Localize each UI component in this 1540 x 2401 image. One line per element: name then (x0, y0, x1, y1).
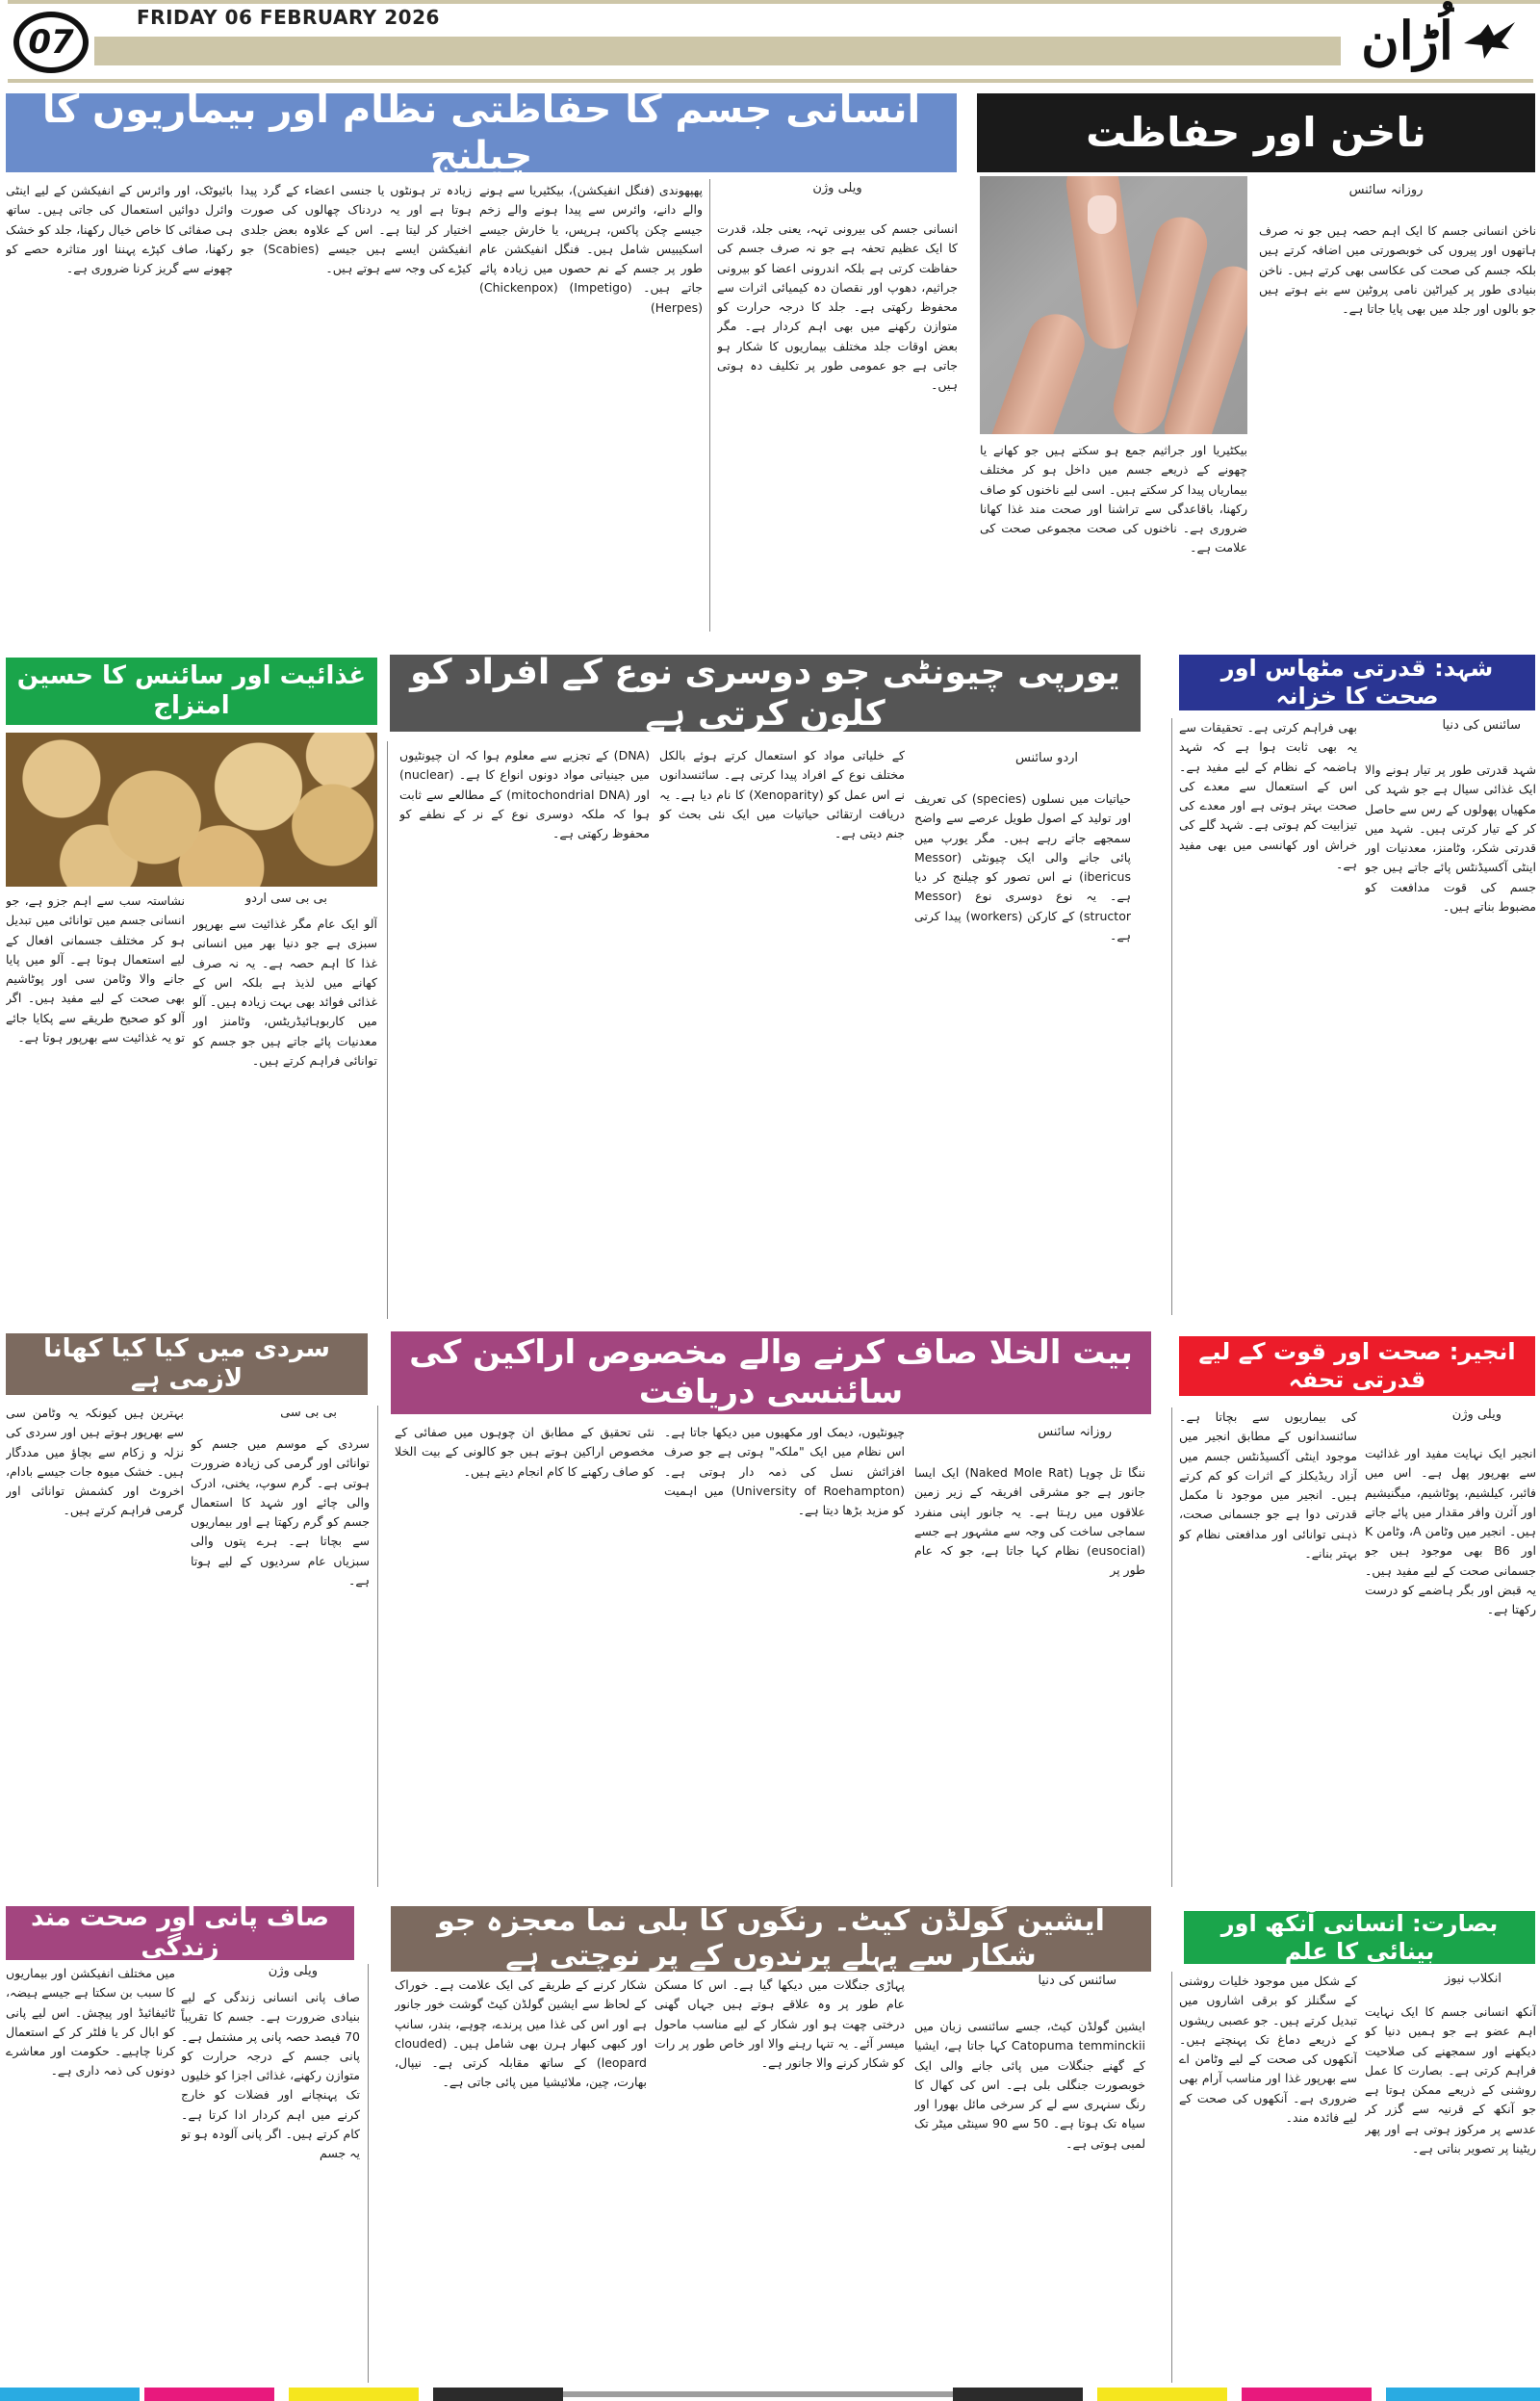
article-column: نشاستہ سب سے اہم جزو ہے، جو انسانی جسم میں توانائی میں تبدیل ہو کر مختلف جسمانی افعال کے لیے استعمال ہوتا ہے۔ آلو میں پایا جانے والا وٹامن سی اور پوٹاشیم بھی صحت کے لیے مفید ہیں۔ اگر آلو کو صحیح طریقے سے پکایا جائے تو یہ غذائیت سے بھرپور ہوتا ہے۔ (6, 893, 185, 1045)
column-divider (368, 1964, 369, 2383)
headline-text: بیت الخلا صاف کرنے والے مخصوص اراکین کی سائنسی دریافت (409, 1333, 1133, 1411)
headline-goldencat (391, 1906, 1151, 1972)
article-column: بائیوٹک، اور وائرس کے انفیکشن کے لیے اینٹی وائرل دوائیں استعمال کی جاتی ہیں۔ ساتھ ہی صفائی کا خاص خیال رکھنا، جلد کو خشک رکھنا، صاف کپڑے پہننا اور متاثرہ حصے کو چھونے سے گریز کرنا ضروری ہے۔ (6, 183, 233, 275)
headline-text: انسانی جسم کا حفاظتی نظام اور بیماریوں کا چیلنج (41, 88, 921, 178)
article-column: بہترین ہیں کیونکہ یہ وٹامن سی سے بھرپور ہوتے ہیں اور سردی کی نزلہ و زکام سے بچاؤ میں مددگار ہیں۔ خشک میوہ جات جیسے بادام، اخروٹ اور کشمش توانائی اور گرمی فراہم کرتے ہیں۔ (6, 1406, 184, 1518)
headline-text: غذائیت اور سائنس کا حسین امتزاج (16, 660, 367, 720)
column-divider (1171, 1407, 1172, 1887)
headline-honey (1179, 655, 1535, 710)
print-color-bar-3 (289, 2388, 419, 2401)
headline-text: ناخن اور حفاظت (1086, 108, 1426, 156)
article-column: سردی کے موسم میں جسم کو توانائی اور گرمی کی زیادہ ضرورت ہوتی ہے۔ گرم سوپ، یخنی، ادرک والی چائے اور شہد کا استعمال جسم کو گرم رکھتا ہے اور بیماریوں سے بچاتا ہے۔ ہرے پتوں والی سبزیاں عام سردیوں کے لیے ہوتا ہے۔ (191, 1436, 370, 1588)
print-color-bar-5 (563, 2391, 953, 2397)
column-divider (387, 741, 388, 1319)
byline-fig: ویلی وژن (1451, 1407, 1502, 1422)
article-column: ناخن انسانی جسم کا ایک اہم حصہ ہیں جو نہ صرف ہاتھوں اور پیروں کی خوبصورتی میں اضافہ کرتے ہیں بلکہ جسم کی صحت کی عکاسی بھی کرتے ہیں۔ ناخن بنیادی طور پر کیراٹین نامی پروٹین سے بنے ہوتے ہیں جو بالوں اور جلد میں بھی پایا جاتا ہے۔ (1259, 223, 1536, 316)
byline-potato: بی بی سی اردو (245, 891, 327, 906)
headline-immune (6, 88, 957, 178)
article-column: میں مختلف انفیکشن اور بیماریوں کا سبب بن سکتا ہے جیسے ہیضہ، ٹائیفائیڈ اور پیچش۔ اس لیے پانی کو ابال کر یا فلٹر کر کے استعمال کرنا چاہیے۔ حکومت اور معاشرے دونوں کی ذمہ داری ہے۔ (6, 1966, 175, 2078)
article-column: انجیر ایک نہایت مفید اور غذائیت سے بھرپور پھل ہے۔ اس میں فائبر، کیلشیم، پوٹاشیم، میگنیشیم اور آئرن وافر مقدار میں پائے جاتے ہیں۔ انجیر میں وٹامن A، وٹامن K اور B6 بھی موجود ہیں جو جسمانی صحت کے لیے مفید ہیں۔ یہ قبض اور بگر ہاضمے کو درست رکھتا ہے۔ (1365, 1446, 1536, 1616)
byline-immune: ویلی وژن (812, 181, 862, 195)
byline-winter: بی بی سی (280, 1406, 337, 1420)
article-column: کی بیماریوں سے بچاتا ہے۔ سائنسدانوں کے مطابق انجیر میں موجود اینٹی آکسیڈنٹس جسم میں آزاد ریڈیکلز کے اثرات کو کم کرتے ہیں۔ انجیر میں موجود نا مکمل قدرتی دوا ہے جو جسمانی صحت، ذہنی توانائی اور مدافعتی نظام کو بہتر بنانے۔ (1179, 1409, 1357, 1561)
headline-potato (6, 658, 377, 725)
byline-molerat: روزانہ سائنس (1038, 1425, 1112, 1439)
column-divider (1171, 1972, 1172, 2383)
byline-goldencat: سائنس کی دنیا (1038, 1974, 1116, 1988)
top-rule (8, 0, 1540, 4)
nails-photo (980, 176, 1247, 434)
print-color-bar-8 (1242, 2388, 1372, 2401)
article-column: زیادہ تر ہونٹوں یا جنسی اعضاء کے گرد پیدا ہوتا ہے اور یہ دردناک چھالوں کی صورت اختیار کر لیتا ہے۔ اس کے علاوہ بعض جلدی انفیکشن ایسے ہیں جیسے (Scabies) جو کیڑے کی وجہ سے ہوتے ہیں۔ (241, 183, 472, 275)
article-column: کے شکل میں موجود خلیات روشنی کے سگنلز کو برقی اشاروں میں تبدیل کرتے ہیں۔ جو عصبی ریشوں کے ذریعے دماغ تک پہنچتے ہیں۔ آنکھوں کی صحت کے لیے وٹامن اے سے بھرپور غذا اور مناسب آرام بھی ضروری ہے۔ آنکھوں کی صحت کے لیے فائدہ مند۔ (1179, 1974, 1357, 2125)
print-color-bar-2 (144, 2388, 274, 2401)
article-column: شہد قدرتی طور پر تیار ہونے والا ایک غذائی سیال ہے جو شہد کی مکھیاں پھولوں کے رس سے حاصل کر کے تیار کرتی ہیں۔ شہد میں قدرتی شکر، وٹامنز، معدنیات اور اینٹی آکسیڈنٹس پائے جاتے ہیں جو جسم کی قوت مدافعت کو مضبوط بناتے ہیں۔ (1365, 762, 1536, 914)
print-color-bar-1 (0, 2388, 140, 2401)
headline-molerat (391, 1331, 1151, 1414)
print-color-bar-9 (1386, 2388, 1540, 2401)
article-column: شکار کرنے کے طریقے کی ایک علامت ہے۔ خوراک کے لحاظ سے ایشین گولڈن کیٹ گوشت خور جانور ہے اور اس کی غذا میں پرندے، چوہے، بندر، سانپ اور کبھی کبھار ہرن بھی شامل ہیں۔ (clouded leopard) کے ساتھ مقابلہ کرتی ہے۔ نیپال، بھارت، چین، ملائیشیا میں پائی جاتی ہے۔ (395, 1977, 647, 2090)
logo-text: اُڑان (1361, 10, 1453, 71)
byline-nails: روزانہ سائنس (1348, 183, 1424, 197)
headline-fig (1179, 1336, 1535, 1396)
article-column: نئی تحقیق کے مطابق ان چوہوں میں صفائی کے مخصوص اراکین ہوتے ہیں جو کالونی کے بیت الخلا کو صاف رکھنے کا کام انجام دیتے ہیں۔ (395, 1425, 654, 1479)
article-column: بھی فراہم کرتی ہے۔ تحقیقات سے یہ بھی ثابت ہوا ہے کہ شہد ہاضمہ کے نظام کے لیے مفید ہے۔ اس کے استعمال سے معدے کی صحت بہتر ہوتی ہے اور معدے کی تیزابیت کم ہوتی ہے۔ شہد گلے کی خراش اور کھانسی میں بھی مفید ہے۔ (1179, 720, 1357, 871)
article-column: ننگا تل چوہا (Naked Mole Rat) ایک ایسا جانور ہے جو مشرقی افریقہ کے زیر زمین علاقوں میں رہتا ہے۔ یہ جانور اپنی منفرد سماجی ساخت کی وجہ سے مشہور ہے جسے (eusocial) نظام کہا جاتا ہے، جو کہ عام طور پر (914, 1465, 1145, 1578)
print-color-bar-7 (1097, 2388, 1227, 2401)
headline-nails (977, 93, 1535, 172)
potatoes-photo (6, 733, 377, 887)
headline-text: یورپی چیونٹی جو دوسری نوع کے افراد کو کلون کرتی ہے (410, 652, 1120, 734)
byline-vision: انکلاب نیوز (1444, 1972, 1502, 1986)
article-column: انسانی جسم کی بیرونی تہہ، یعنی جلد، قدرت کا ایک عظیم تحفہ ہے جو نہ صرف جسم کی حفاظت کرتی ہے بلکہ اندرونی اعضا کو بیرونی جراثیم، دھوپ اور نقصان دہ کیمیائی اثرات سے محفوظ رکھتی ہے۔ جلد کا درجہ حرارت کو متوازن رکھنے میں بھی اہم کردار ہے۔ مگر بعض اوقات جلد مختلف بیماریوں کا شکار ہو جاتی ہے جو عمومی طور پر تکلیف دہ ہوتی ہیں۔ (717, 221, 958, 392)
newspaper-logo[interactable] (1348, 4, 1530, 77)
headline-water (6, 1902, 354, 1962)
headline-text: شہد: قدرتی مٹھاس اور صحت کا خزانہ (1220, 655, 1494, 710)
article-column: بیکٹیریا اور جراثیم جمع ہو سکتے ہیں جو کھانے یا چھونے کے ذریعے جسم میں داخل ہو کر مختلف بیماریاں پیدا کر سکتے ہیں۔ اسی لیے ناخنوں کو صاف رکھنا، باقاعدگی سے تراشنا اور صحت مند غذا کھانا ضروری ہے۔ ناخنوں کی صحت مجموعی صحت کی علامت ہے۔ (980, 443, 1247, 555)
article-column: کے خلیاتی مواد کو استعمال کرتے ہوئے بالکل مختلف نوع کے افراد پیدا کرتی ہے۔ سائنسدانوں نے اس عمل کو (Xenoparity) کا نام دیا ہے۔ یہ دریافت ارتقائی حیاتیات میں ایک نئی بحث کو جنم دیتی ہے۔ (659, 748, 905, 840)
headline-text: بصارت: انسانی آنکھ اور بینائی کا علم (1220, 1909, 1499, 1965)
byline-water: ویلی وژن (268, 1964, 318, 1978)
article-column: (DNA) کے تجزیے سے معلوم ہوا کہ ان چیونٹیوں میں جینیاتی مواد دونوں انواع کا ہے۔ (nuclear) اور (mitochondrial DNA) کے مطالعے سے ثابت ہوا کہ ملکہ دوسری نوع کے نر کے نطفے کو محفوظ رکھتی ہے۔ (399, 748, 650, 840)
article-column: ایشین گولڈن کیٹ، جسے سائنسی زبان میں Catopuma temminckii کہا جاتا ہے، ایشیا کے گھنے جنگلات میں پائی جانے والی ایک خوبصورت جنگلی بلی ہے۔ اس کی کھال کا رنگ سنہری سے لے کر سرخی مائل بھورا اور سیاہ تک ہوتا ہے۔ 50 سے 90 سینٹی میٹر تک لمبی ہوتی ہے۔ (914, 2019, 1145, 2151)
article-column: آنکھ انسانی جسم کا ایک نہایت اہم عضو ہے جو ہمیں دنیا کو دیکھنے اور سمجھنے کی صلاحیت فراہم کرتی ہے۔ بصارت کا عمل روشنی کے ذریعے ممکن ہوتا ہے جو آنکھ کے قرنیہ سے گزر کر عدسے پر مرکوز ہوتی ہے اور پھر ریٹینا پر تصویر بناتی ہے۔ (1365, 2004, 1536, 2156)
print-color-bar-6 (953, 2388, 1083, 2401)
headline-text: ایشین گولڈن کیٹ۔ رنگوں کا بلی نما معجزہ جو شکار سے پہلے پرندوں کے پر نوچتی ہے (437, 1904, 1105, 1973)
article-column: آلو ایک عام مگر غذائیت سے بھرپور سبزی ہے جو دنیا بھر میں انسانی غذا کا اہم حصہ ہے۔ یہ نہ صرف کھانے میں لذیذ ہے بلکہ اس کے غذائی فوائد بھی بہت زیادہ ہیں۔ آلو میں کاربوہائیڈریٹس، وٹامنز اور معدنیات پائے جاتے ہیں جو جسم کو توانائی فراہم کرتے ہیں۔ (192, 917, 377, 1068)
column-divider (1171, 718, 1172, 1315)
article-column: حیاتیات میں نسلوں (species) کی تعریف اور تولید کے اصول طویل عرصے سے واضح سمجھے جاتے رہے ہیں۔ مگر یورپ میں پائی جانے والی ایک چیونٹی (Messor ibericus) نے اس تصور کو چیلنج کر دیا ہے۔ یہ نوع دوسری نوع (Messor structor) کے کارکن (workers) پیدا کرتی ہے۔ (914, 791, 1131, 942)
headline-vision (1184, 1911, 1535, 1964)
headline-text: سردی میں کیا کیا کھانا لازمی ہے (43, 1333, 330, 1393)
headline-text: صاف پانی اور صحت مند زندگی (30, 1902, 330, 1962)
print-color-bar-4 (433, 2388, 563, 2401)
masthead-bottom-rule (8, 79, 1533, 83)
byline-honey: سائنس کی دنیا (1442, 718, 1521, 733)
headline-winter (6, 1333, 368, 1395)
masthead-band (94, 37, 1341, 65)
column-divider (377, 1406, 378, 1887)
article-column: پھپھوندی (فنگل انفیکشن)، بیکٹیریا سے ہونے والے دانے، وائرس سے پیدا ہونے والے زخم جیسے چکن پاکس، ہرپس، یا خارش جیسے اسکیبیس شامل ہیں۔ فنگل انفیکشن عام طور پر جسم کے نم حصوں میں زیادہ پائے جاتے ہیں۔ (Impetigo) (Chickenpox) (Herpes) (479, 183, 703, 315)
column-divider (709, 179, 710, 632)
headline-ant (390, 652, 1141, 734)
article-column: چیونٹیوں، دیمک اور مکھیوں میں دیکھا جاتا ہے۔ اس نظام میں ایک "ملکہ" ہوتی ہے جو صرف افزائش نسل کی ذمہ دار ہوتی ہے۔ (University of Roehampton) میں اہمیت کو مزید بڑھا دیتا ہے۔ (664, 1425, 905, 1517)
headline-text: انجیر: صحت اور قوت کے لیے قدرتی تحفہ (1198, 1338, 1516, 1393)
byline-ant: اردو سائنس (1014, 751, 1078, 765)
article-column: صاف پانی انسانی زندگی کے لیے بنیادی ضرورت ہے۔ جسم کا تقریباً 70 فیصد حصہ پانی پر مشتمل ہے۔ پانی جسم کے درجہ حرارت کو متوازن رکھنے، غذائی اجزا کو خلیوں تک پہنچانے اور فضلات کو خارج کرنے میں اہم کردار ادا کرتا ہے۔ کام کرتے ہیں۔ اگر پانی آلودہ ہو تو یہ جسم (181, 1990, 360, 2160)
page-number-badge: 07 (13, 12, 89, 73)
bird-icon (1459, 16, 1517, 65)
issue-date: FRIDAY 06 FEBRUARY 2026 (137, 6, 440, 29)
article-column: پہاڑی جنگلات میں دیکھا گیا ہے۔ اس کا مسکن عام طور پر وہ علاقے ہوتے ہیں جہاں گھنی درختی چھت ہو اور شکار کے لیے مناسب ماحول میسر آئے۔ یہ تنہا رہنے والا اور خاص طور پر رات کو شکار کرنے والا جانور ہے۔ (654, 1977, 905, 2070)
